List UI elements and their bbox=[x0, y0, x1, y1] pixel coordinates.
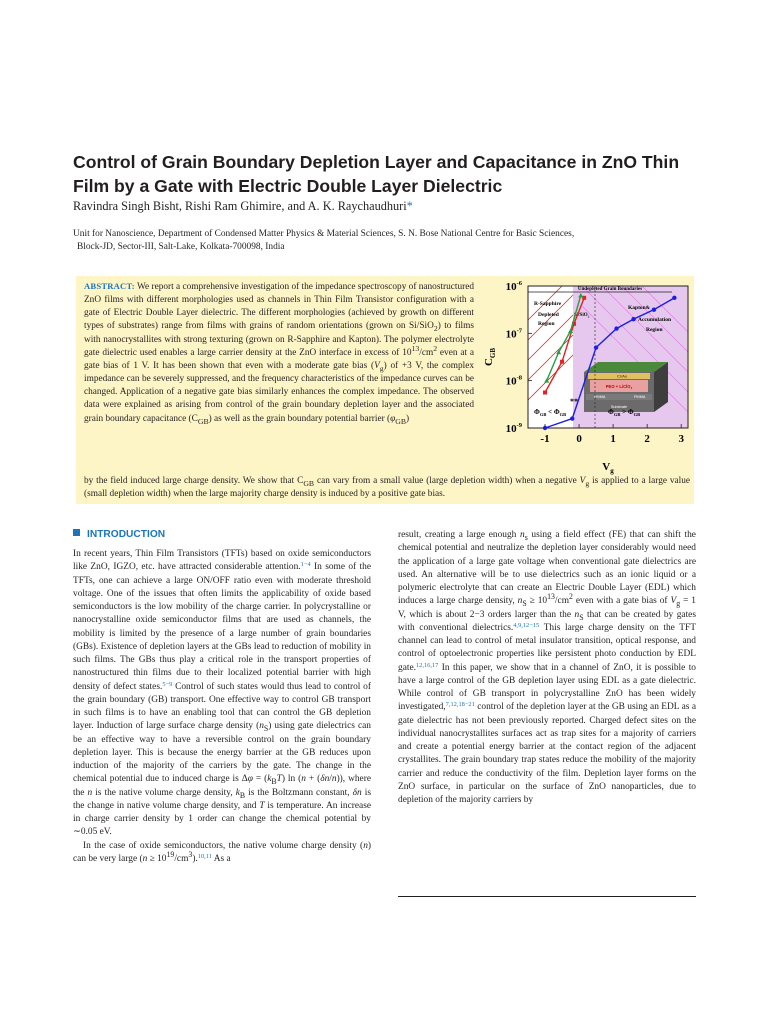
x-axis-label: $V_g$ bbox=[602, 461, 614, 475]
abstract-text: ABSTRACT: We report a comprehensive investigation of the impedance spectroscopy of nanostructured ZnO films with different morphologies used as channels in Thin Film Transistor configuration with a gate of Electric Double Layer dielectric. The different morphologies (achieved by growth on different types of substrates) range from films with grains of random orientations (grown on Si/SiO$_2$) to films with nanocrystallites with strong texturing (grown on R-Sapphire and Kapton). The polymer electrolyte gate dielectric used enables a large carrier density at the ZnO interface in excess of $10^{13}/cm^2$ even at a gate bias of 1 V. It has been shown that even with a moderate gate bias $(V_g)$ of +3 V, the complex impedance can be severely suppressed, and the frequency characteristics of the impedance curves can be changed. Application of a negative gate bias similarly enhances the complex impedance. The observed data were explained as arising from control of the grain boundary depletion layer and the associated grain boundary capacitance $(C_{GB})$ as well as the grain boundary potential barrier $(\varphi_{GB})$ bbox=[84, 281, 475, 426]
label-undepleted: Undepleted Grain Boundaries bbox=[577, 287, 643, 292]
label-accumulation: Accumulation bbox=[638, 317, 671, 323]
affiliation-line-2: Block-JD, Sector-III, Salt-Lake, Kolkata-700098, India bbox=[77, 242, 285, 252]
label-r-sapphire: R-Sapphire bbox=[534, 301, 562, 307]
label-depleted: Depleted bbox=[538, 312, 559, 318]
abstract-boundary-label: boundary capacitance (C bbox=[105, 413, 198, 424]
affiliation-line-1: Unit for Nanoscience, Department of Condensed Matter Physics & Material Sciences, S. N. Bose National Centre for Basic Sciences, bbox=[73, 229, 575, 239]
section-heading-introduction: INTRODUCTION bbox=[73, 528, 371, 542]
intro-paragraph-3: result, creating a large enough $n_s$ using a field effect (FE) that can shift the chemical potential and neutralize the depletion layer considerably would need the application of a large gate voltage when conventional gate dielectrics are used. An alternative will be to use dielectrics such as an ionic liquid or a polymeric electrolyte that can create an Electric Double Layer (EDL) which induces a large charge density, $n_S \ge 10^{13}/cm^2$ even with a gate bias of $V_g = 1$ V, which is about 2−3 orders larger than the $n_S$ that can be created by gates with conventional dielectrics.$^{4,9,12-15}$ This large charge density on the TFT channel can lead to control of metal insulator transition, optical response, and control of optoelectronic properties like persistent photo conduction by EDL gate.$^{12,16,17}$ In this paper, we show that in a channel of ZnO, it is possible to have a large control of the GB depletion layer using EDL as a gate dielectric. While control of GB transport in polycrystalline ZnO has been widely investigated,$^{7,12,18-21}$ control of the depletion layer at the GB using an EDL as a gate dielectric has not been previously reported. Charged defect sites on the individual nanocrystallites surfaces act as trap sites for a majority of carriers and create a potential energy barrier at the contact region of the adjacent crystallites. The grain boundary trap states reduce the mobility of the majority carrier and reduce the conductivity of the film. Depletion layer forms on the ZnO surface, in particular on the surface of ZnO nanoparticles, due to depletion of the majority carriers by bbox=[398, 530, 696, 805]
label-pmma: PMMA bbox=[594, 395, 606, 399]
author-list bbox=[73, 198, 713, 214]
y-tick-label: $10^{-7}$ bbox=[505, 327, 522, 341]
series-0-point-2 bbox=[594, 345, 598, 349]
label-si-sio2: Si/SiO$_2$ bbox=[574, 313, 590, 319]
label-peo: PEO + LiClO$_4$ bbox=[605, 384, 633, 390]
intro-paragraph-2: In the case of oxide semiconductors, the native volume charge density (n) can be very large $(n \ge 10^{19}/cm^3).^{10,11}$ As a bbox=[73, 840, 371, 864]
column-right bbox=[398, 529, 696, 807]
label-region-2: Region bbox=[646, 327, 663, 333]
label-phi-greater: $\Phi_{GB} > \Phi_{GB}$ bbox=[608, 408, 641, 417]
affiliation bbox=[73, 228, 705, 254]
plot-area bbox=[528, 286, 688, 430]
abstract-label: ABSTRACT: bbox=[84, 281, 135, 291]
series-0-point-3 bbox=[614, 326, 618, 330]
column-end-rule bbox=[398, 896, 696, 897]
abstract-box bbox=[76, 276, 694, 504]
authors-text: Ravindra Singh Bisht, Rishi Ram Ghimire, and A. K. Raychaudhuri bbox=[73, 199, 407, 213]
x-tick-label: -1 bbox=[540, 433, 550, 445]
series-1-point-3 bbox=[582, 296, 586, 300]
series-1-point-0 bbox=[543, 391, 547, 395]
abstract-full-width-lead: by the field induced large charge density. We show that C bbox=[84, 476, 304, 486]
x-tick-label: 0 bbox=[576, 433, 582, 445]
series-1-point-1 bbox=[560, 360, 564, 364]
corresponding-author-mark[interactable]: * bbox=[406, 199, 413, 213]
device-schematic bbox=[584, 362, 668, 412]
label-stars: ** bbox=[570, 397, 578, 406]
label-pmma-2: PMMA bbox=[634, 395, 646, 399]
label-cr-au: Cr/Au bbox=[616, 373, 628, 379]
y-axis-label: $C_{GB}$ bbox=[483, 347, 497, 367]
label-kapton: Kapton& bbox=[628, 305, 650, 311]
label-phi-less: $\Phi_{GB} < \Phi_{GB}$ bbox=[534, 408, 567, 417]
heading-square-icon bbox=[73, 529, 80, 536]
x-tick-label: 3 bbox=[678, 433, 684, 445]
column-left bbox=[73, 528, 371, 866]
x-tick-label: 2 bbox=[644, 433, 650, 445]
abstract-text-full-width: by the field induced large charge density. We show that $C_{GB}$ can vary from a small value (large depletion width) when a negative $V_g$ is applied to a large value (small depletion width) when the large majority charge density is induced by a positive gate bias. bbox=[84, 476, 690, 500]
y-tick-label: $10^{-6}$ bbox=[505, 280, 522, 293]
series-0-point-5 bbox=[652, 307, 656, 311]
series-0-point-1 bbox=[570, 416, 574, 420]
label-substrate: Substrate bbox=[610, 405, 628, 409]
paper-title: Control of Grain Boundary Depletion Layer and Capacitance in ZnO Thin Film by a Gate with Electric Double Layer Dielectric bbox=[73, 152, 680, 196]
x-tick-label: 1 bbox=[610, 433, 616, 445]
series-0-point-6 bbox=[672, 296, 676, 300]
y-tick-label: $10^{-9}$ bbox=[505, 422, 522, 435]
y-tick-label: $10^{-8}$ bbox=[505, 374, 522, 388]
toc-graphic bbox=[482, 280, 690, 475]
label-region: Region bbox=[538, 321, 555, 327]
series-0-point-4 bbox=[631, 317, 635, 321]
intro-paragraph-1: In recent years, Thin Film Transistors (TFTs) based on oxide semiconductors like ZnO, IGZO, etc. have attracted considerable attention.$^{1-4}$ In some of the TFTs, one can achieve a large ON/OFF ratio even with moderate threshold voltage. One of the issues that often limits the applicability of oxide based semiconductors is the low mobility of the charge carrier. In polycrystalline or nanocrystalline oxide semiconductor films that are used as channels, the mobility is limited by the presence of a large number of grain boundaries (GBs). Existence of depletion layers at the GBs lead to reduction of mobility in such films. The GBs thus play a critical role in the transport properties of nanostructured thin films due to their localized potential barrier with high density of defect states.$^{5-9}$ Control of such states would thus lead to control of the grain boundary (GB) transport. One effective way to control GB transport in such films is to have an enabling tool that can control the GB depletion layer. Induction of large surface charge density $(n_S)$ using gate dielectrics can be an effective way to have a reversible control on the grain boundary depletion layer. This is because the energy barrier at the GB reduces upon induction of the majority of the carriers by the gate. The change in the chemical potential due to induced charge is $\Delta\varphi = (k_BT)$ ln (n + (δn/n)), where the n is the native volume charge density, $k_B$ is the Boltzmann constant, δn is the change in native volume charge density, and T is temperature. An increase in charge carrier density by 1 order can change the chemical potential by ∼0.05 eV. bbox=[73, 549, 371, 838]
